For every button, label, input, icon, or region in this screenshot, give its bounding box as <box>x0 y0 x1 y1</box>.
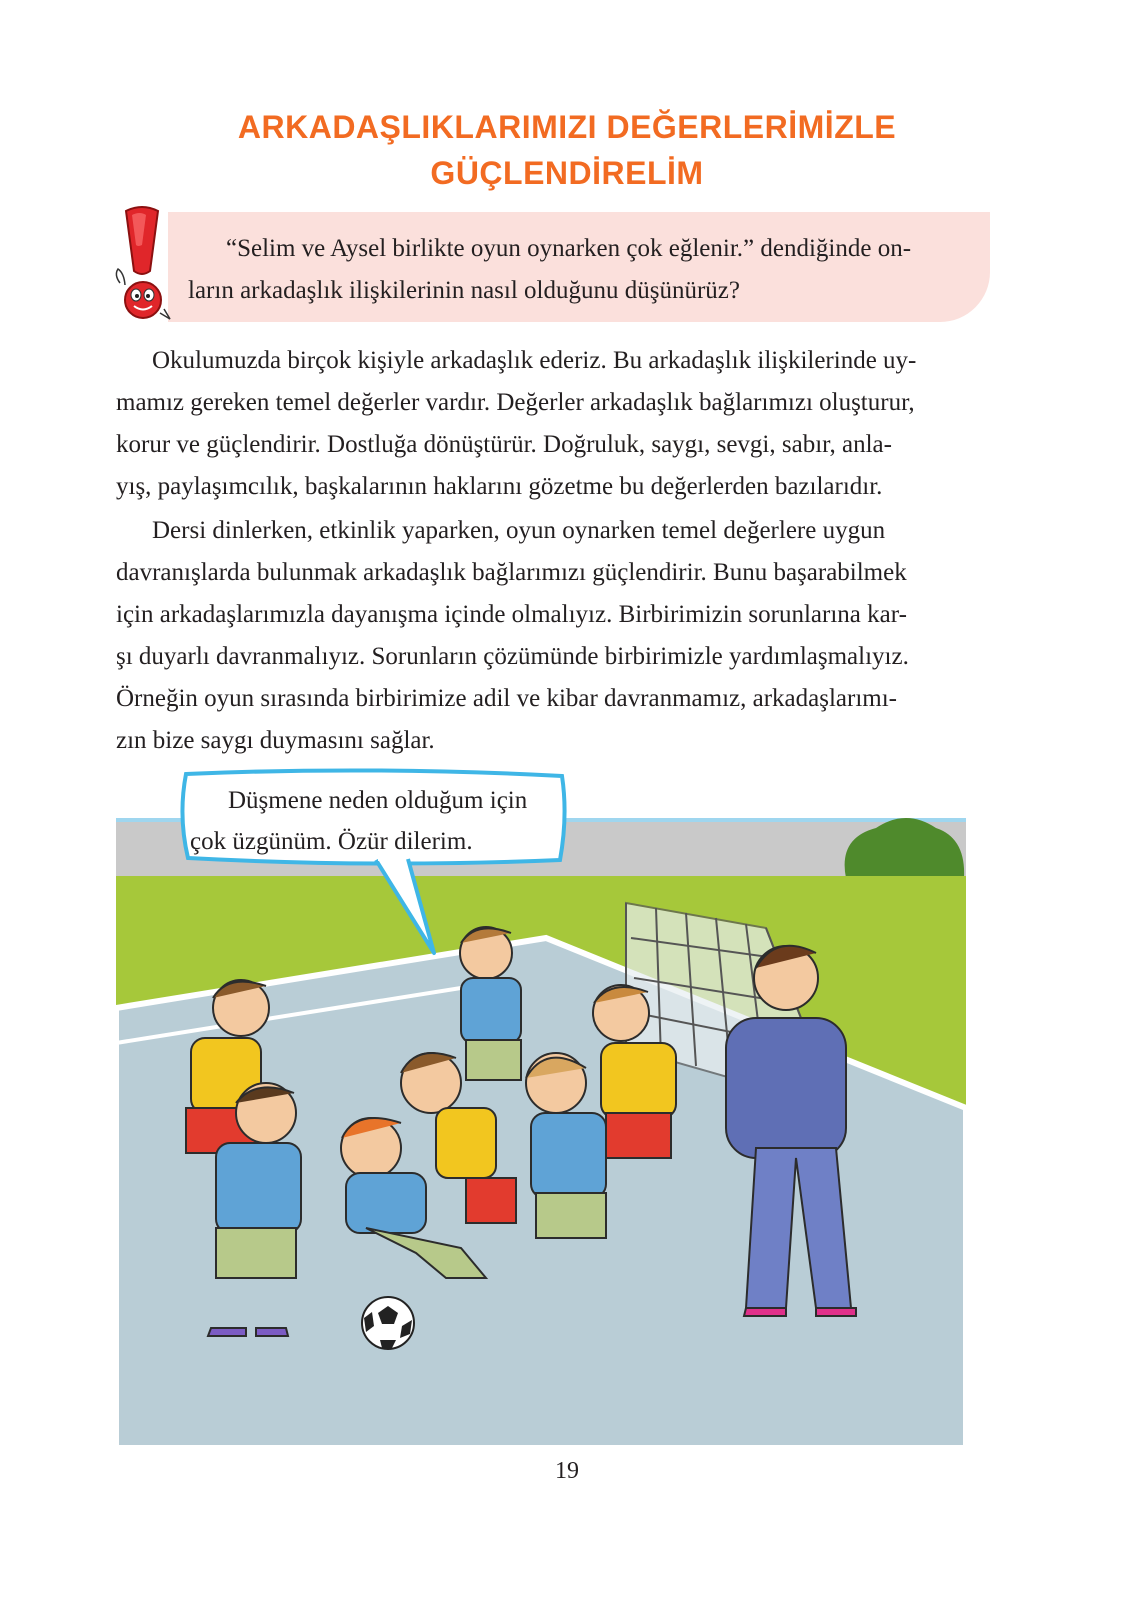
paragraph-2-line: Dersi dinlerken, etkinlik yaparken, oyun oynarken temel değerlere uygun <box>152 517 886 544</box>
page-title-line-2: GÜÇLENDİRELİM <box>430 155 704 191</box>
page-title <box>0 104 1134 196</box>
paragraph-2-line: Örneğin oyun sırasında birbirimize adil ve kibar davranmamız, arkadaşlarımı- <box>116 685 897 712</box>
exclamation-mascot-icon <box>112 205 178 323</box>
paragraph-1-line: korur ve güçlendirir. Dostluğa dönüştürür. Doğruluk, saygı, sevgi, sabır, anla- <box>116 431 892 458</box>
paragraph-1 <box>116 340 992 508</box>
info-question <box>188 228 972 312</box>
speech-bubble-line-1: Düşmene neden olduğum için <box>228 787 528 814</box>
paragraph-2 <box>116 510 992 762</box>
speech-bubble-text <box>190 780 560 862</box>
paragraph-2-line: zın bize saygı duymasını sağlar. <box>116 727 435 754</box>
football-icon <box>362 1297 414 1349</box>
info-question-line-1: “Selim ve Aysel birlikte oyun oynarken çok eğlenir.” dendiğinde on- <box>226 235 912 262</box>
paragraph-2-line: davranışlarda bulunmak arkadaşlık bağlarımızı güçlendirir. Bunu başarabilmek <box>116 559 907 586</box>
info-question-line-2: ların arkadaşlık ilişkilerinin nasıl olduğunu düşünürüz? <box>188 277 740 304</box>
paragraph-2-line: şı duyarlı davranmalıyız. Sorunların çözümünde birbirimizle yardımlaşmalıyız. <box>116 643 909 670</box>
page-title-line-1: ARKADAŞLIKLARIMIZI DEĞERLERİMİZLE <box>237 109 897 145</box>
paragraph-1-line: Okulumuzda birçok kişiyle arkadaşlık ederiz. Bu arkadaşlık ilişkilerinde uy- <box>152 347 917 374</box>
speech-bubble-line-2: çok üzgünüm. Özür dilerim. <box>190 828 473 855</box>
paragraph-1-line: mamız gereken temel değerler vardır. Değerler arkadaşlık bağlarımızı oluşturur, <box>116 389 915 416</box>
paragraph-1-line: yış, paylaşımcılık, başkalarının haklarını gözetme bu değerlerden bazılarıdır. <box>116 473 883 500</box>
paragraph-2-line: için arkadaşlarımızla dayanışma içinde olmalıyız. Birbirimizin sorunlarına kar- <box>116 601 907 628</box>
page-number: 19 <box>555 1458 579 1484</box>
